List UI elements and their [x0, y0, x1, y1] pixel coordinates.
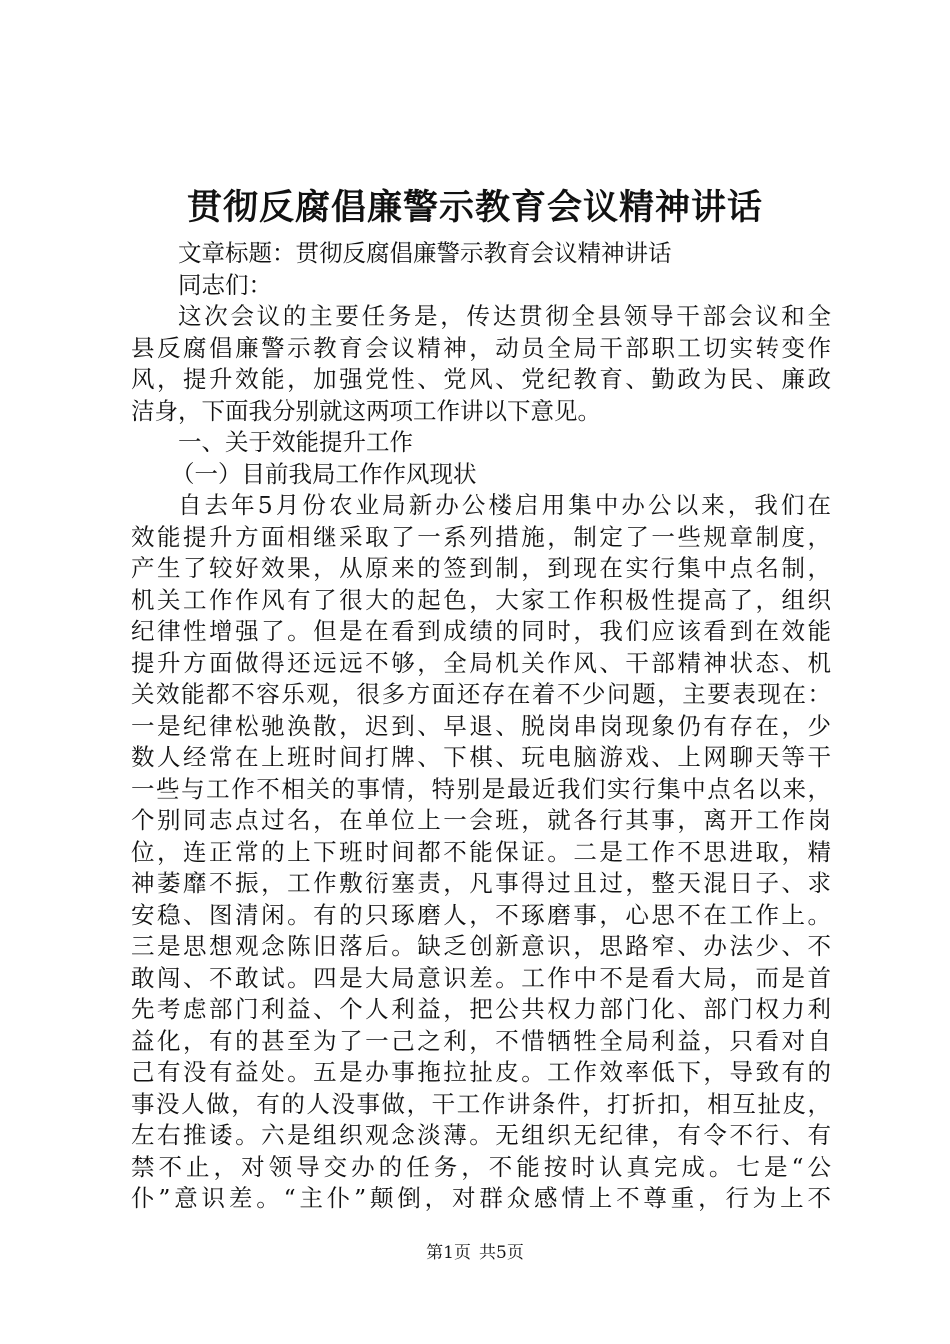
- paragraph-line: 风，提升效能，加强党性、党风、党纪教育、勤政为民、廉政: [131, 365, 831, 393]
- page-number: 第1页: [426, 1243, 471, 1263]
- paragraph-line: 产生了较好效果，从原来的签到制，到现在实行集中点名制，: [131, 554, 831, 582]
- section-heading: 一、关于效能提升工作: [178, 428, 413, 456]
- paragraph-line: 洁身，下面我分别就这两项工作讲以下意见。: [131, 396, 601, 425]
- paragraph-line: 左右推诿。六是组织观念淡薄。无组织无纪律，有令不行、有: [131, 1121, 831, 1149]
- document-body: [131, 238, 831, 1215]
- paragraph-line: 数人经常在上班时间打牌、下棋、玩电脑游戏、上网聊天等干: [131, 743, 831, 771]
- subsection-heading: （一）目前我局工作作风现状: [171, 459, 477, 488]
- paragraph-line: 县反腐倡廉警示教育会议精神，动员全局干部职工切实转变作: [131, 333, 831, 362]
- paragraph-line: 提升方面做得还远远不够，全局机关作风、干部精神状态、机: [131, 648, 831, 677]
- paragraph-line: 益化，有的甚至为了一己之利，不惜牺牲全局利益，只看对自: [131, 1026, 831, 1055]
- paragraph-line: 禁不止，对领导交办的任务，不能按时认真完成。七是“公: [131, 1152, 831, 1181]
- paragraph-line: 关效能都不容乐观，很多方面还存在着不少问题，主要表现在：: [131, 680, 831, 708]
- paragraph-line: 三是思想观念陈旧落后。缺乏创新意识，思路窄、办法少、不: [131, 932, 831, 960]
- paragraph-line: 自去年5月份农业局新办公楼启用集中办公以来，我们在: [178, 491, 831, 519]
- paragraph-line: 事没人做，有的人没事做，干工作讲条件，打折扣，相互扯皮，: [131, 1089, 831, 1118]
- paragraph-line: 个别同志点过名，在单位上一会班，就各行其事，离开工作岗: [131, 806, 831, 834]
- page-footer: [0, 1241, 950, 1265]
- paragraph-line: 敢闯、不敢试。四是大局意识差。工作中不是看大局，而是首: [131, 963, 831, 992]
- paragraph-line: 先考虑部门利益、个人利益，把公共权力部门化、部门权力利: [131, 995, 831, 1023]
- paragraph-line: 位，连正常的上下班时间都不能保证。二是工作不思进取，精: [131, 837, 831, 866]
- paragraph-line: 效能提升方面相继采取了一系列措施，制定了一些规章制度，: [131, 522, 831, 551]
- paragraph-line: 一是纪律松驰涣散，迟到、早退、脱岗串岗现象仍有存在，少: [131, 711, 831, 740]
- paragraph-line: 仆”意识差。“主仆”颠倒，对群众感情上不尊重，行为上不: [131, 1184, 831, 1212]
- paragraph-line: 这次会议的主要任务是，传达贯彻全县领导干部会议和全: [178, 302, 831, 330]
- paragraph-line: 机关工作作风有了很大的起色，大家工作积极性提高了，组织: [131, 585, 831, 614]
- paragraph-line: 安稳、图清闲。有的只琢磨人，不琢磨事，心思不在工作上。: [131, 900, 831, 929]
- paragraph-line: 神萎靡不振，工作敷衍塞责，凡事得过且过，整天混日子、求: [131, 869, 831, 897]
- paragraph-line: 一些与工作不相关的事情，特别是最近我们实行集中点名以来，: [131, 774, 831, 803]
- salutation-line: 同志们：: [178, 270, 272, 299]
- article-title-line: 文章标题：贯彻反腐倡廉警示教育会议精神讲话: [178, 239, 672, 267]
- paragraph-line: 己有没有益处。五是办事拖拉扯皮。工作效率低下，导致有的: [131, 1058, 831, 1086]
- page-total: 共5页: [479, 1243, 524, 1263]
- document-title: 贯彻反腐倡廉警示教育会议精神讲话: [186, 187, 763, 228]
- paragraph-line: 纪律性增强了。但是在看到成绩的同时，我们应该看到在效能: [131, 617, 831, 645]
